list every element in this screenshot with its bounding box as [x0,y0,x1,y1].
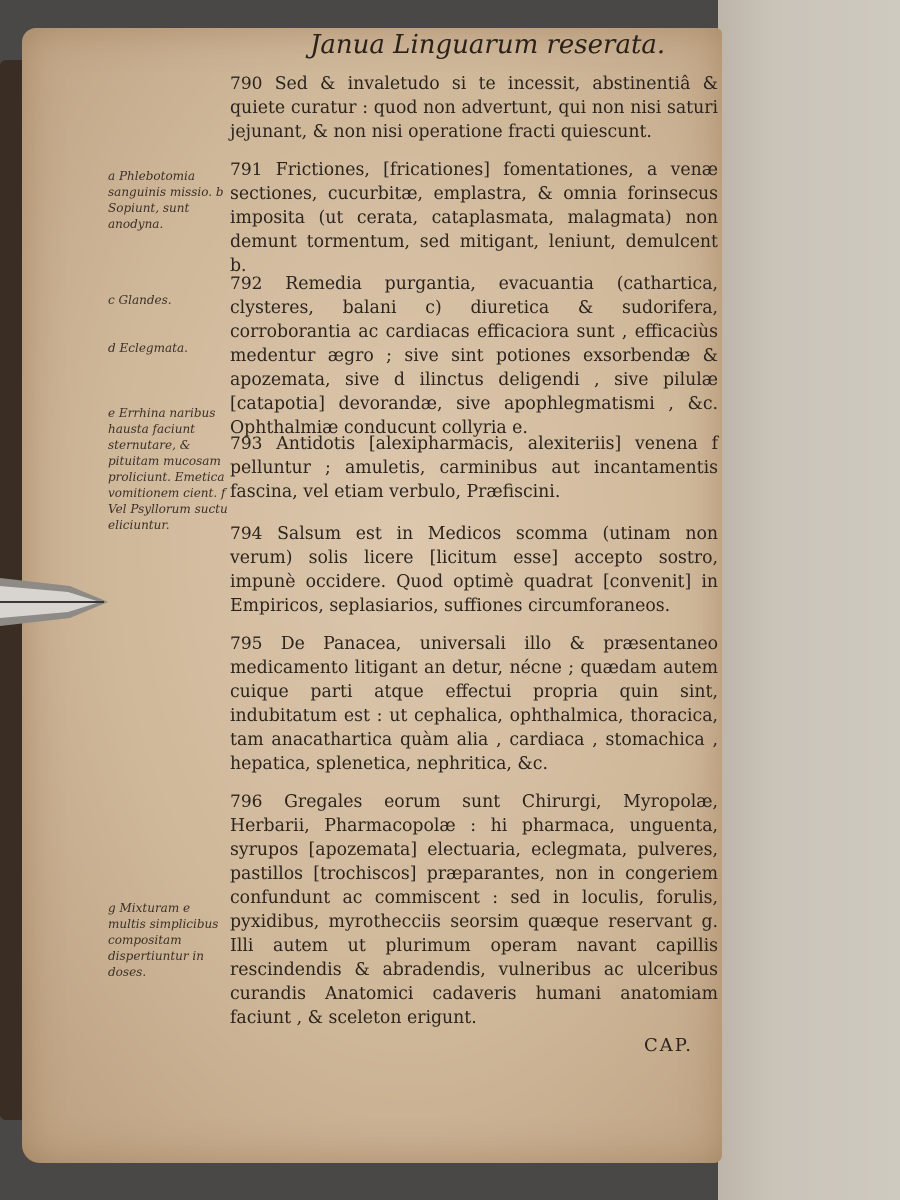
entry-792 [230,272,718,440]
pen-clip [0,572,110,630]
entry-number: 796 [230,792,263,812]
entry-796 [230,790,718,1030]
margin-note-e-f: e Errhina naribus hausta faciunt sternutare, & pituitam mucosam proliciunt. Emetica vomitionem cient. f Vel Psyllorum suctu eliciuntur. [108,406,228,532]
opposite-page [718,0,900,1200]
entry-number: 795 [230,634,263,654]
entry-text: Remedia purgantia, evacuantia (cathartica, clysteres, balani c) diuretica & sudorifera, corroborantia ac cardiacas efficaciora sunt , efficaciùs medentur ægro ; sive sint potiones exsorbendæ & apozemata, sive d ilinctus deligendi , sive pilulæ [catapotia] devorandæ, sive apophlegmatismi , &c. Ophthalmiæ conducunt collyria e. [230,274,718,438]
entry-number: 792 [230,274,263,294]
entry-795 [230,632,718,776]
entry-number: 794 [230,524,263,544]
margin-note-a-b: a Phlebotomia sanguinis missio. b Sopiunt, sunt anodyna. [108,169,224,231]
entry-number: 790 [230,74,263,94]
entry-number: 793 [230,434,263,454]
entry-text: Frictiones, [fricationes] fomentationes, a venæ sectiones, cucurbitæ, emplastra, & omnia forinsecus imposita (ut cerata, cataplasmata, malagmata) non demunt tormentum, sed mitigant, leniunt, demulcent b. [230,160,718,276]
entry-text: Sed & invaletudo si te incessit, abstinentiâ & quiete curatur : quod non advertunt, qui non nisi saturi jejunant, & non nisi operatione fracti quiescunt. [230,74,718,142]
entry-790 [230,72,718,144]
entry-text: Salsum est in Medicos scomma (utinam non verum) solis licere [licitum esse] accepto sostro, impunè occidere. Quod optimè quadrat [convenit] in Empiricos, seplasiarios, suffiones circumforaneos. [230,524,718,616]
entry-791 [230,158,718,278]
catchword: CAP. [644,1035,693,1056]
entry-text: Gregales eorum sunt Chirurgi, Myropolæ, Herbarii, Pharmacopolæ : hi pharmaca, unguenta, syrupos [apozemata] electuaria, eclegmata, pulveres, pastillos [trochiscos] præparantes, non in congeriem confundunt ac commiscent : sed in loculis, forulis, pyxidibus, myrothecciis seorsim quæque reservant g. Illi autem ut plurimum operam navant capillis rescindendis & abradendis, vulneribus ac ulceribus curandis Anatomici cadaveris humani anatomiam faciunt , & sceleton erigunt. [230,792,719,1028]
margin-note-c: c Glandes. [108,293,172,307]
margin-note-d: d Eclegmata. [108,341,188,355]
margin-note-g: g Mixturam e multis simplicibus compositam dispertiuntur in doses. [108,901,219,979]
entry-794 [230,522,718,618]
entry-793 [230,432,718,504]
running-head: Janua Linguarum reserata. [310,30,666,60]
entry-text: De Panacea, universali illo & præsentaneo medicamento litigant an detur, nécne ; quædam autem cuique parti atque effectui propria quin sint, indubitatum est : ut cephalica, ophthalmica, thoracica, tam anacathartica quàm alia , cardiaca , stomachica , hepatica, splenetica, nephritica, &c. [230,634,718,774]
entry-number: 791 [230,160,263,180]
entry-text: Antidotis [alexipharmacis, alexiteriis] venena f pelluntur ; amuletis, carminibus aut incantamentis fascina, vel etiam verbulo, Præfiscini. [230,434,718,502]
